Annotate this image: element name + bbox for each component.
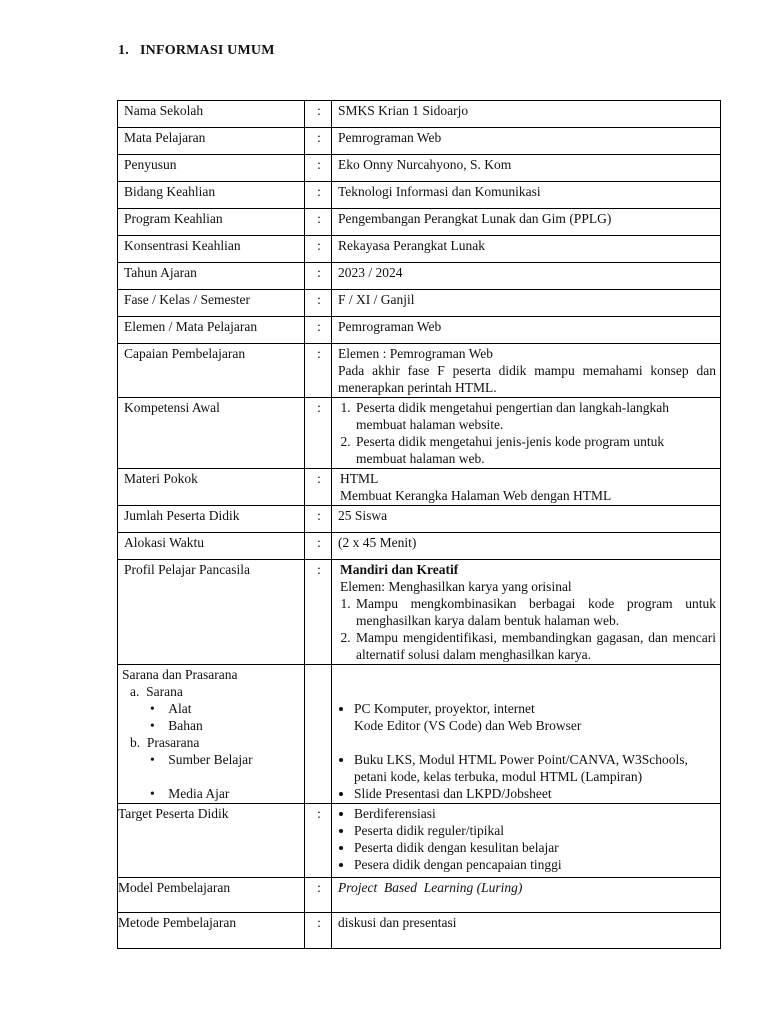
sub-label: Sarana [146,684,183,699]
row-label: Jumlah Peserta Didik [118,506,305,533]
table-row [118,101,721,128]
row-colon-empty [305,665,332,804]
description-text: Pada akhir fase F peserta didik mampu memahami konsep dan menerapkan perintah HTML. [338,363,716,395]
row-colon: : [305,128,332,155]
row-value: 25 Siswa [332,506,721,533]
row-value: Eko Onny Nurcahyono, S. Kom [332,155,721,182]
bullet-icon: • [150,701,155,716]
row-value: diskusi dan presentasi [332,913,721,949]
table-row [118,317,721,344]
row-colon: : [305,182,332,209]
list-item: 2. Mampu mengidentifikasi, membandingkan gagasan, dan mencari alternatif solusi dalam menghasilkan karya. [354,629,716,663]
bullet-icon: • [150,718,155,733]
table-row [118,263,721,290]
row-colon: : [305,804,332,878]
row-colon: : [305,290,332,317]
row-value [332,665,721,804]
table-row [118,128,721,155]
row-colon: : [305,506,332,533]
row-label: Tahun Ajaran [118,263,305,290]
list-item: 1. Mampu mengkombinasikan berbagai kode program untuk menghasilkan karya dalam bentuk halaman web. [354,595,716,629]
row-colon: : [305,236,332,263]
row-colon: : [305,209,332,236]
table-row [118,913,721,949]
table-row [118,665,721,804]
facilities-item [122,751,300,768]
facilities-sub-b [122,734,300,751]
table-row [118,533,721,560]
row-colon: : [305,344,332,398]
row-label: Penyusun [118,155,305,182]
table-row [118,236,721,263]
table-row [118,506,721,533]
profile-title: Mandiri dan Kreatif [340,562,459,577]
facilities-item [122,717,300,734]
sub-label: Prasarana [146,735,200,750]
row-colon: : [305,101,332,128]
list-item-text: Kode Editor (VS Code) dan Web Browser [354,718,582,733]
row-label: Nama Sekolah [118,101,305,128]
bullet-list [332,700,716,734]
list-marker: a. [130,684,140,699]
list-item: • Berdiferensiasi [354,805,716,822]
table-row [118,878,721,913]
row-colon: : [305,913,332,949]
sub-item: Alat [168,701,192,716]
row-colon: : [305,469,332,506]
section-number: 1. [118,43,129,58]
row-label: Profil Pelajar Pancasila [118,560,305,665]
row-label: Kompetensi Awal [118,398,305,469]
list-item: • Peserta didik reguler/tipikal [354,822,716,839]
table-row [118,560,721,665]
row-label: Metode Pembelajaran [118,913,305,949]
row-label-block [118,665,305,804]
list-item: • Pesera didik dengan pencapaian tinggi [354,856,716,873]
row-value: Rekayasa Perangkat Lunak [332,236,721,263]
row-colon: : [305,263,332,290]
row-value: Teknologi Informasi dan Komunikasi [332,182,721,209]
topic-line: Membuat Kerangka Halaman Web dengan HTML [340,488,612,503]
row-label: Alokasi Waktu [118,533,305,560]
list-item: • Peserta didik dengan kesulitan belajar [354,839,716,856]
list-item: • Buku LKS, Modul HTML Power Point/CANVA, W3Schools, petani kode, kelas terbuka, modul HTML (Lampiran) [354,751,716,785]
row-value [332,398,721,469]
topic-line: HTML [340,471,379,486]
list-item: 2. Peserta didik mengetahui jenis-jenis kode program untuk membuat halaman web. [354,433,716,467]
sub-item: Bahan [168,718,203,733]
facilities-sub-a [122,683,300,700]
facilities-title: Sarana dan Prasarana [122,667,238,682]
row-value [332,344,721,398]
row-colon: : [305,533,332,560]
list-item [354,700,716,734]
row-value: F / XI / Ganjil [332,290,721,317]
bullet-list [332,751,716,802]
sub-item: Media Ajar [168,786,230,801]
bullet-icon: • [150,752,155,767]
table-row [118,182,721,209]
row-value: Pemrograman Web [332,128,721,155]
row-colon: : [305,155,332,182]
row-colon: : [305,878,332,913]
row-value [332,469,721,506]
numbered-list [332,399,716,467]
table-row [118,469,721,506]
info-table [117,100,721,949]
row-value: 2023 / 2024 [332,263,721,290]
row-value [332,560,721,665]
facilities-item [122,785,300,802]
facilities-item [122,700,300,717]
table-row [118,155,721,182]
table-row [118,804,721,878]
sub-item: Sumber Belajar [168,752,253,767]
row-value: SMKS Krian 1 Sidoarjo [332,101,721,128]
row-label: Fase / Kelas / Semester [118,290,305,317]
row-label: Program Keahlian [118,209,305,236]
row-value: Pemrograman Web [332,317,721,344]
row-value: Pengembangan Perangkat Lunak dan Gim (PPLG) [332,209,721,236]
list-item: • Slide Presentasi dan LKPD/Jobsheet [354,785,716,802]
bullet-list [332,805,716,873]
table-row [118,290,721,317]
row-value [332,804,721,878]
row-label: Konsentrasi Keahlian [118,236,305,263]
row-label: Bidang Keahlian [118,182,305,209]
row-label: Capaian Pembelajaran [118,344,305,398]
row-colon: : [305,398,332,469]
numbered-list [332,595,716,663]
table-row [118,344,721,398]
table-row [118,398,721,469]
bullet-icon: • [150,786,155,801]
row-value: Project Based Learning (Luring) [332,878,721,913]
row-label: Elemen / Mata Pelajaran [118,317,305,344]
row-colon: : [305,560,332,665]
row-label: Target Peserta Didik [118,804,305,878]
row-value: (2 x 45 Menit) [332,533,721,560]
row-label: Materi Pokok [118,469,305,506]
profile-element: Elemen: Menghasilkan karya yang orisinal [340,579,572,594]
section-title: INFORMASI UMUM [140,43,275,58]
row-colon: : [305,317,332,344]
element-line: Elemen : Pemrograman Web [338,346,493,361]
section-heading [118,43,275,59]
list-item-text: PC Komputer, proyektor, internet [354,701,535,716]
row-label: Model Pembelajaran [118,878,305,913]
list-item: 1. Peserta didik mengetahui pengertian dan langkah-langkah membuat halaman website. [354,399,716,433]
table-row [118,209,721,236]
row-label: Mata Pelajaran [118,128,305,155]
list-marker: b. [130,735,141,750]
